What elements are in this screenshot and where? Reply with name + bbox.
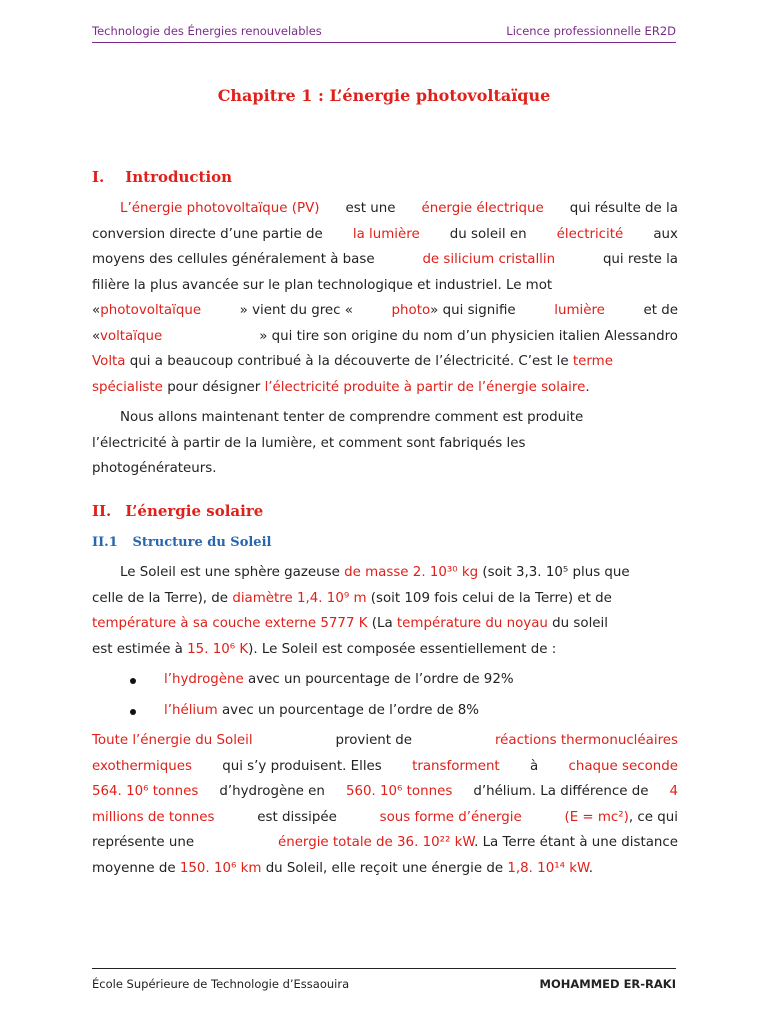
text-run: du soleil [552,616,608,631]
highlight: 15. 10⁶ K [187,641,249,657]
text-run: » qui signifie [430,303,516,318]
text-run: « [92,303,101,318]
highlight: 4 [669,784,678,799]
text-run: filière la plus avancée sur le plan technologique et industriel. Le mot [92,277,553,293]
energie-paragraph [92,728,678,881]
highlight: l’hydrogène [164,672,244,687]
text-run: est dissipée [257,809,337,825]
text-line [92,805,678,831]
highlight: l’électricité produite à partir de l’énergie solaire [264,379,586,395]
text-run: . La Terre étant à une distance [474,835,678,850]
highlight: millions de tonnes [92,809,215,825]
footer-author: MOHAMMED ER-RAKI [539,977,676,991]
highlight: chaque seconde [568,758,678,774]
highlight: (E = mc²) [564,809,629,825]
chapter-title: Chapitre 1 : L’énergie photovoltaïque [217,86,551,105]
highlight: transforment [412,758,500,774]
section-number: II. [92,502,112,520]
text-run: d’hélium. La différence de [473,784,649,799]
text-run: moyenne de [92,860,176,876]
text-line [92,324,678,350]
text-line [92,298,678,324]
text-line [92,560,678,586]
header-program: Licence professionnelle ER2D [506,24,676,38]
text-run: « [92,328,100,344]
highlight: température du noyau [396,616,548,631]
text-run: qui reste la [602,252,678,267]
subsection-number: II.1 [92,535,118,550]
highlight: sous forme d’énergie [379,809,522,825]
text-run: du Soleil, elle reçoit une énergie de [265,860,504,876]
text-line [92,830,678,856]
highlight: réactions thermonucléaires [494,733,678,748]
text-run: » qui tire son origine du nom d’un physicien italien Alessandro [259,328,678,344]
text-line [92,222,678,248]
text-run: et de [643,303,678,318]
highlight: photovoltaïque [100,303,202,318]
highlight: électricité [556,226,624,242]
highlight: température à sa couche externe 5777 K [92,616,368,631]
text-run: , ce qui [628,809,678,825]
header-course: Technologie des Énergies renouvelables [92,24,322,38]
highlight: Volta [92,354,126,369]
highlight: L’énergie photovoltaïque (PV) [120,201,320,216]
section-title: Introduction [125,168,233,186]
text-run: (soit 109 fois celui de la Terre) et de [370,590,612,606]
bullet-icon [130,709,136,715]
text-run: est estimée à [92,641,183,657]
section-title: L’énergie solaire [125,502,264,520]
subsection-heading [92,535,271,550]
page-footer [92,968,676,991]
highlight: spécialiste [92,379,163,395]
highlight: de masse 2. 10³⁰ kg [344,565,479,580]
highlight: photo [391,303,431,318]
text-line [92,196,678,222]
highlight: énergie totale de 36. 10²² kW [277,835,475,850]
text-line [92,611,678,637]
highlight: énergie électrique [421,201,544,216]
text-run: représente une [92,835,195,850]
text-run: conversion directe d’une partie de [92,226,323,242]
text-run: . [585,379,590,395]
text-line [92,349,678,375]
text-line: l’électricité à partir de la lumière, et comment sont fabriqués les [92,435,526,451]
text-line [92,754,678,780]
footer-school: École Supérieure de Technologie d’Essaouira [92,977,350,991]
text-run: » vient du grec « [239,303,353,318]
text-run: qui s’y produisent. Elles [222,758,382,774]
soleil-paragraph [92,560,678,662]
text-run: ). Le Soleil est composée essentiellement de : [248,641,557,657]
text-run: (La [371,616,393,631]
section-number: I. [92,168,105,186]
text-run: . [588,860,593,876]
text-run: est une [345,201,396,216]
highlight: 1,8. 10¹⁴ kW [507,860,589,876]
highlight: voltaïque [99,328,163,344]
text-run: du soleil en [449,226,527,242]
section-heading-energie-solaire [92,502,263,520]
bullet-icon [130,678,136,684]
text-line [92,779,678,805]
text-line [92,375,678,401]
section-heading-introduction [92,168,232,186]
highlight: 150. 10⁶ km [179,860,262,876]
highlight: terme [572,354,613,369]
text-run: avec un pourcentage de l’ordre de 8% [221,703,479,718]
highlight: lumière [554,303,605,318]
highlight: diamètre 1,4. 10⁹ m [232,590,367,606]
text-line [92,273,678,299]
text-run: d’hydrogène en [219,784,325,799]
text-line: Nous allons maintenant tenter de comprendre comment est produite [120,410,584,425]
text-run: avec un pourcentage de l’ordre de 92% [248,672,514,687]
text-line: photogénérateurs. [92,461,217,476]
text-run: aux [653,226,678,242]
text-line [92,247,678,273]
text-run: à [529,758,539,774]
highlight: de silicium cristallin [422,252,556,267]
highlight: 560. 10⁶ tonnes [345,784,453,799]
text-line [92,586,678,612]
text-run: celle de la Terre), de [92,590,229,606]
text-run: Le Soleil est une sphère gazeuse [120,565,340,580]
intro-paragraph-2 [92,405,678,482]
text-line [92,728,678,754]
highlight: la lumière [352,226,420,242]
subsection-title: Structure du Soleil [132,535,272,550]
text-line [92,856,678,882]
text-run: qui a beaucoup contribué à la découverte de l’électricité. C’est le [129,354,569,369]
text-run: moyens des cellules généralement à base [92,252,375,267]
text-run: pour désigner [167,379,261,395]
text-run: provient de [335,733,413,748]
text-run: (soit 3,3. 10⁵ plus que [482,565,630,580]
intro-paragraph [92,196,678,400]
highlight: exothermiques [92,758,192,774]
highlight: 564. 10⁶ tonnes [92,784,199,799]
page-header [92,24,676,43]
text-line [92,637,678,663]
highlight: Toute l’énergie du Soleil [92,733,253,748]
text-run: qui résulte de la [569,201,678,216]
highlight: l’hélium [164,703,218,718]
